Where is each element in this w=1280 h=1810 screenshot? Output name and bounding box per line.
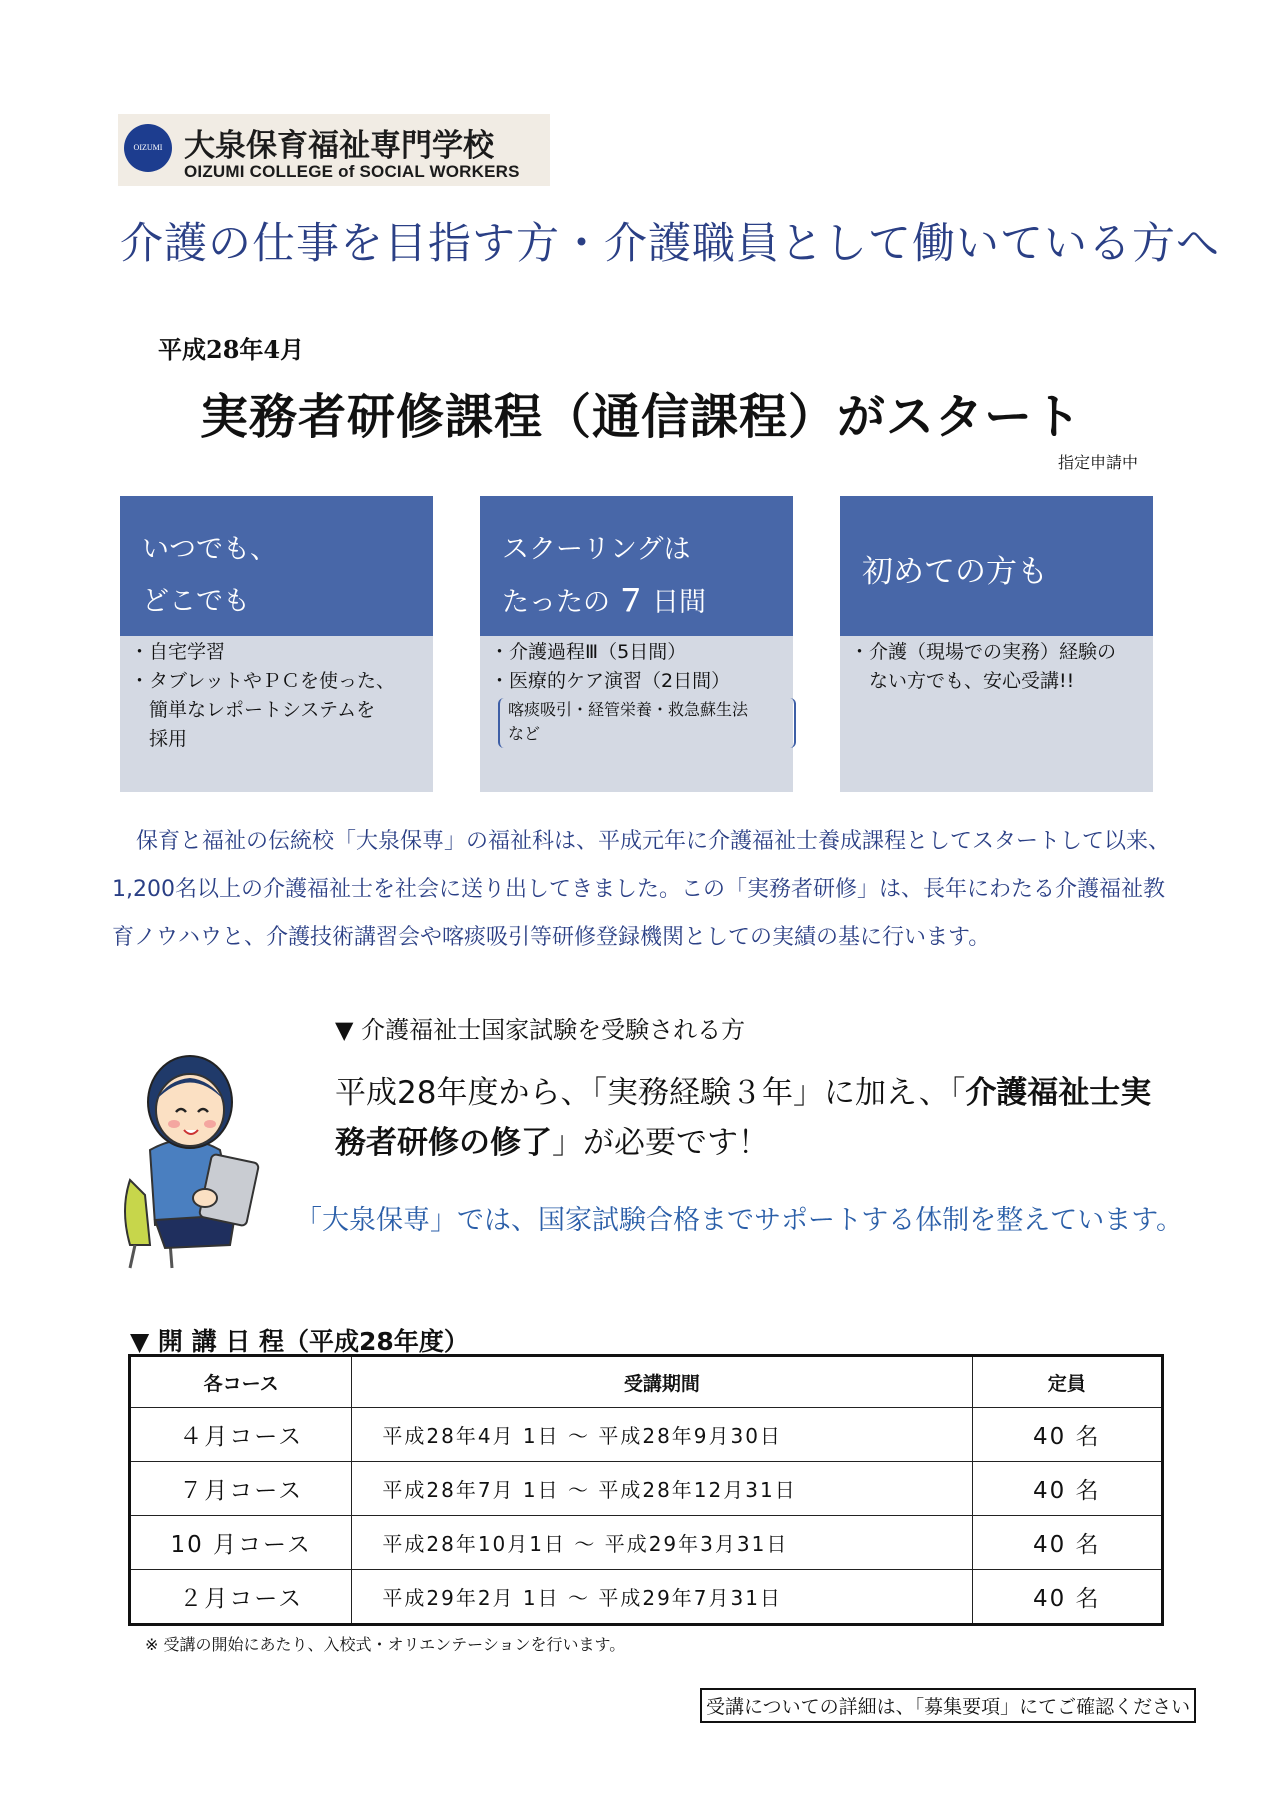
feature-heading-line: スクーリングは: [502, 534, 691, 565]
feature-item: ・介護（現場での実務）経験の: [850, 641, 1117, 663]
feature-heading: [480, 496, 793, 636]
course-cell: 10 月コース: [130, 1516, 352, 1570]
feature-heading: [840, 496, 1153, 636]
feature-box-schooling: [480, 496, 793, 792]
bracket-line: 喀痰吸引・経管栄養・救急蘇生法: [508, 700, 749, 719]
feature-body: [490, 638, 785, 748]
table-row: [130, 1408, 1163, 1462]
feature-item: 簡単なレポートシステムを: [130, 699, 376, 721]
table-row: [130, 1516, 1163, 1570]
heading-number: ７: [616, 584, 646, 619]
feature-heading-line: どこでも: [142, 586, 250, 617]
school-emblem-icon: OIZUMI: [124, 124, 172, 172]
intro-paragraph: 保育と福祉の伝統校「大泉保専」の福祉科は、平成元年に介護福祉士養成課程としてスタートして以来、1,200名以上の介護福祉士を社会に送り出してきました。この「実務者研修」は、長年にわたる介護福祉教育ノウハウと、介護技術講習会や喀痰吸引等研修登録機関としての実績の基に行います。: [112, 829, 1171, 950]
heading-text: たったの: [502, 587, 610, 618]
course-cell: ２月コース: [130, 1570, 352, 1625]
page-title: 実務者研修課程（通信課程）がスタート: [200, 389, 1083, 445]
feature-heading-line: いつでも、: [142, 534, 277, 565]
feature-body: [130, 638, 425, 754]
feature-body: [850, 638, 1145, 696]
feature-heading-line: 初めての方も: [862, 554, 1048, 590]
feature-heading-line: [502, 576, 793, 629]
exam-heading: ▼ 介護福祉士国家試験を受験される方: [335, 1016, 746, 1044]
school-name-jp: 大泉保育福祉専門学校: [184, 128, 494, 164]
table-header-row: [130, 1356, 1163, 1408]
support-message: 「大泉保専」では、国家試験合格までサポートする体制を整えています。: [295, 1205, 1184, 1236]
status-note: 指定申請中: [1058, 453, 1139, 472]
column-header: 各コース: [130, 1356, 352, 1408]
feature-item: ・医療的ケア演習（2日間）: [490, 670, 731, 692]
schedule-table: [128, 1354, 1164, 1626]
schedule-footnote: ※ 受講の開始にあたり、入校式・オリエンテーションを行います。: [145, 1635, 626, 1654]
feature-item: ない方でも、安心受講!!: [850, 670, 1075, 692]
feature-box-beginners: [840, 496, 1153, 792]
start-date: 平成28年4月: [158, 335, 305, 364]
details-note: 受講についての詳細は、「募集要項」にてご確認ください: [700, 1688, 1196, 1723]
feature-heading: [120, 496, 433, 636]
capacity-cell: 40 名: [972, 1570, 1163, 1625]
headline: 介護の仕事を目指す方・介護職員として働いている方へ: [120, 219, 1220, 269]
table-row: [130, 1462, 1163, 1516]
feature-item: ・タブレットやＰＣを使った、: [130, 670, 396, 692]
feature-item: ・自宅学習: [130, 641, 226, 663]
school-logo: [118, 114, 550, 186]
exam-text-bold: 介護福祉士実務者研修の修了: [335, 1075, 1152, 1161]
feature-item: 採用: [130, 728, 188, 750]
period-cell: 平成28年10月1日 ～ 平成29年3月31日: [352, 1516, 972, 1570]
capacity-cell: 40 名: [972, 1516, 1163, 1570]
exam-requirement: [335, 1068, 1155, 1168]
feature-box-anytime: [120, 496, 433, 792]
woman-with-tablet-illustration: [110, 1030, 280, 1270]
period-cell: 平成28年4月 1日 ～ 平成28年9月30日: [352, 1408, 972, 1462]
column-header: 定員: [972, 1356, 1163, 1408]
schedule-heading: ▼ 開 講 日 程（平成28年度）: [130, 1327, 469, 1356]
feature-item: ・介護過程Ⅲ（5日間）: [490, 641, 687, 663]
table-row: [130, 1570, 1163, 1625]
column-header: 受講期間: [352, 1356, 972, 1408]
exam-text: 平成28年度から、「実務経験３年」に加え、「: [335, 1075, 966, 1111]
school-name-en: OIZUMI COLLEGE of SOCIAL WORKERS: [184, 162, 520, 181]
course-cell: ７月コース: [130, 1462, 352, 1516]
period-cell: 平成28年7月 1日 ～ 平成28年12月31日: [352, 1462, 972, 1516]
capacity-cell: 40 名: [972, 1462, 1163, 1516]
bracket-line: など: [508, 724, 541, 743]
capacity-cell: 40 名: [972, 1408, 1163, 1462]
heading-text: 日間: [652, 587, 706, 618]
feature-bracket-note: [498, 698, 796, 748]
exam-text: 」が必要です！: [552, 1125, 769, 1161]
course-cell: ４月コース: [130, 1408, 352, 1462]
period-cell: 平成29年2月 1日 ～ 平成29年7月31日: [352, 1570, 972, 1625]
